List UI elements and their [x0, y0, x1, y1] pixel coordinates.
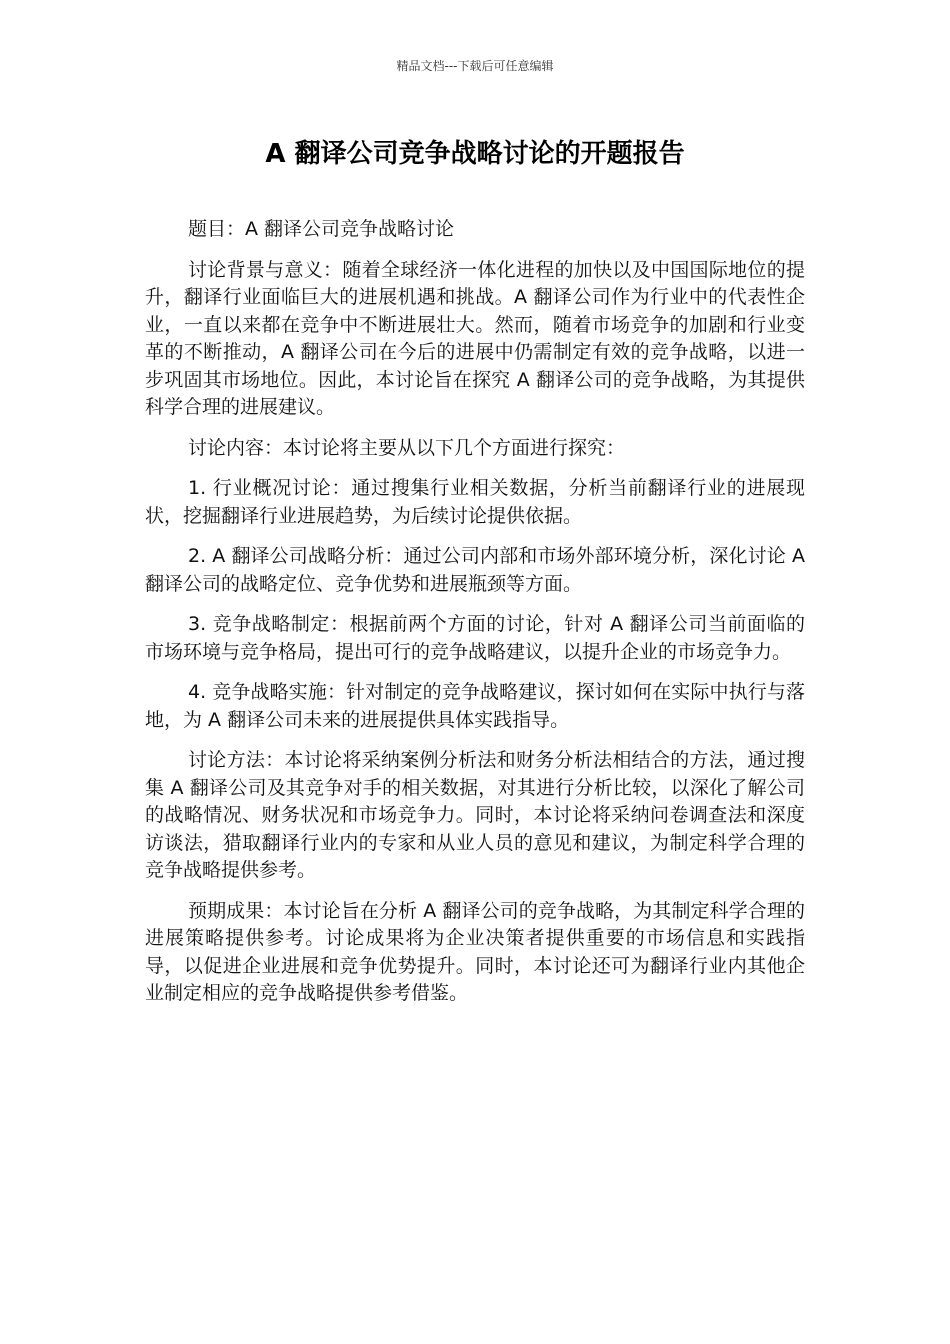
page-header-note: 精品文档---下载后可任意编辑: [396, 59, 554, 73]
document-title: A 翻译公司竞争战略讨论的开题报告: [265, 139, 685, 169]
paragraph-method: 讨论方法：本讨论将采纳案例分析法和财务分析法相结合的方法，通过搜集 A 翻译公司及其竞争对手的相关数据，对其进行分析比较，以深化了解公司的战略情况、财务状况和市场竞争力。同时，本讨论将采纳问卷调查法和深度访谈法，猎取翻译行业内的专家和从业人员的意见和建议，为制定科学合理的竞争战略提供参考。: [145, 749, 805, 881]
paragraph-item-2: 2. A 翻译公司战略分析：通过公司内部和市场外部环境分析，深化讨论 A 翻译公司的战略定位、竞争优势和进展瓶颈等方面。: [145, 545, 805, 595]
document-body: [145, 216, 805, 1021]
paragraph-expected-results: 预期成果：本讨论旨在分析 A 翻译公司的竞争战略，为其制定科学合理的进展策略提供参考。讨论成果将为企业决策者提供重要的市场信息和实践指导，以促进企业进展和竞争优势提升。同时，本讨论还可为翻译行业内其他企业制定相应的竞争战略提供参考借鉴。: [145, 899, 805, 1004]
paragraph-item-3: 3. 竞争战略制定：根据前两个方面的讨论，针对 A 翻译公司当前面临的市场环境与竞争格局，提出可行的竞争战略建议，以提升企业的市场竞争力。: [145, 613, 805, 663]
paragraph-content-intro: 讨论内容：本讨论将主要从以下几个方面进行探究：: [188, 436, 626, 459]
paragraph-item-1: 1. 行业概况讨论：通过搜集行业相关数据，分析当前翻译行业的进展现状，挖掘翻译行业进展趋势，为后续讨论提供依据。: [145, 477, 805, 527]
paragraph-background: 讨论背景与意义：随着全球经济一体化进程的加快以及中国国际地位的提升，翻译行业面临巨大的进展机遇和挑战。A 翻译公司作为行业中的代表性企业，一直以来都在竞争中不断进展壮大。然而，随着市场竞争的加剧和行业变革的不断推动，A 翻译公司在今后的进展中仍需制定有效的竞争战略，以进一步巩固其市场地位。因此，本讨论旨在探究 A 翻译公司的竞争战略，为其提供科学合理的进展建议。: [145, 258, 805, 418]
paragraph-item-4: 4. 竞争战略实施：针对制定的竞争战略建议，探讨如何在实际中执行与落地，为 A 翻译公司未来的进展提供具体实践指导。: [145, 681, 805, 731]
paragraph-topic: 题目：A 翻译公司竞争战略讨论: [188, 218, 455, 240]
